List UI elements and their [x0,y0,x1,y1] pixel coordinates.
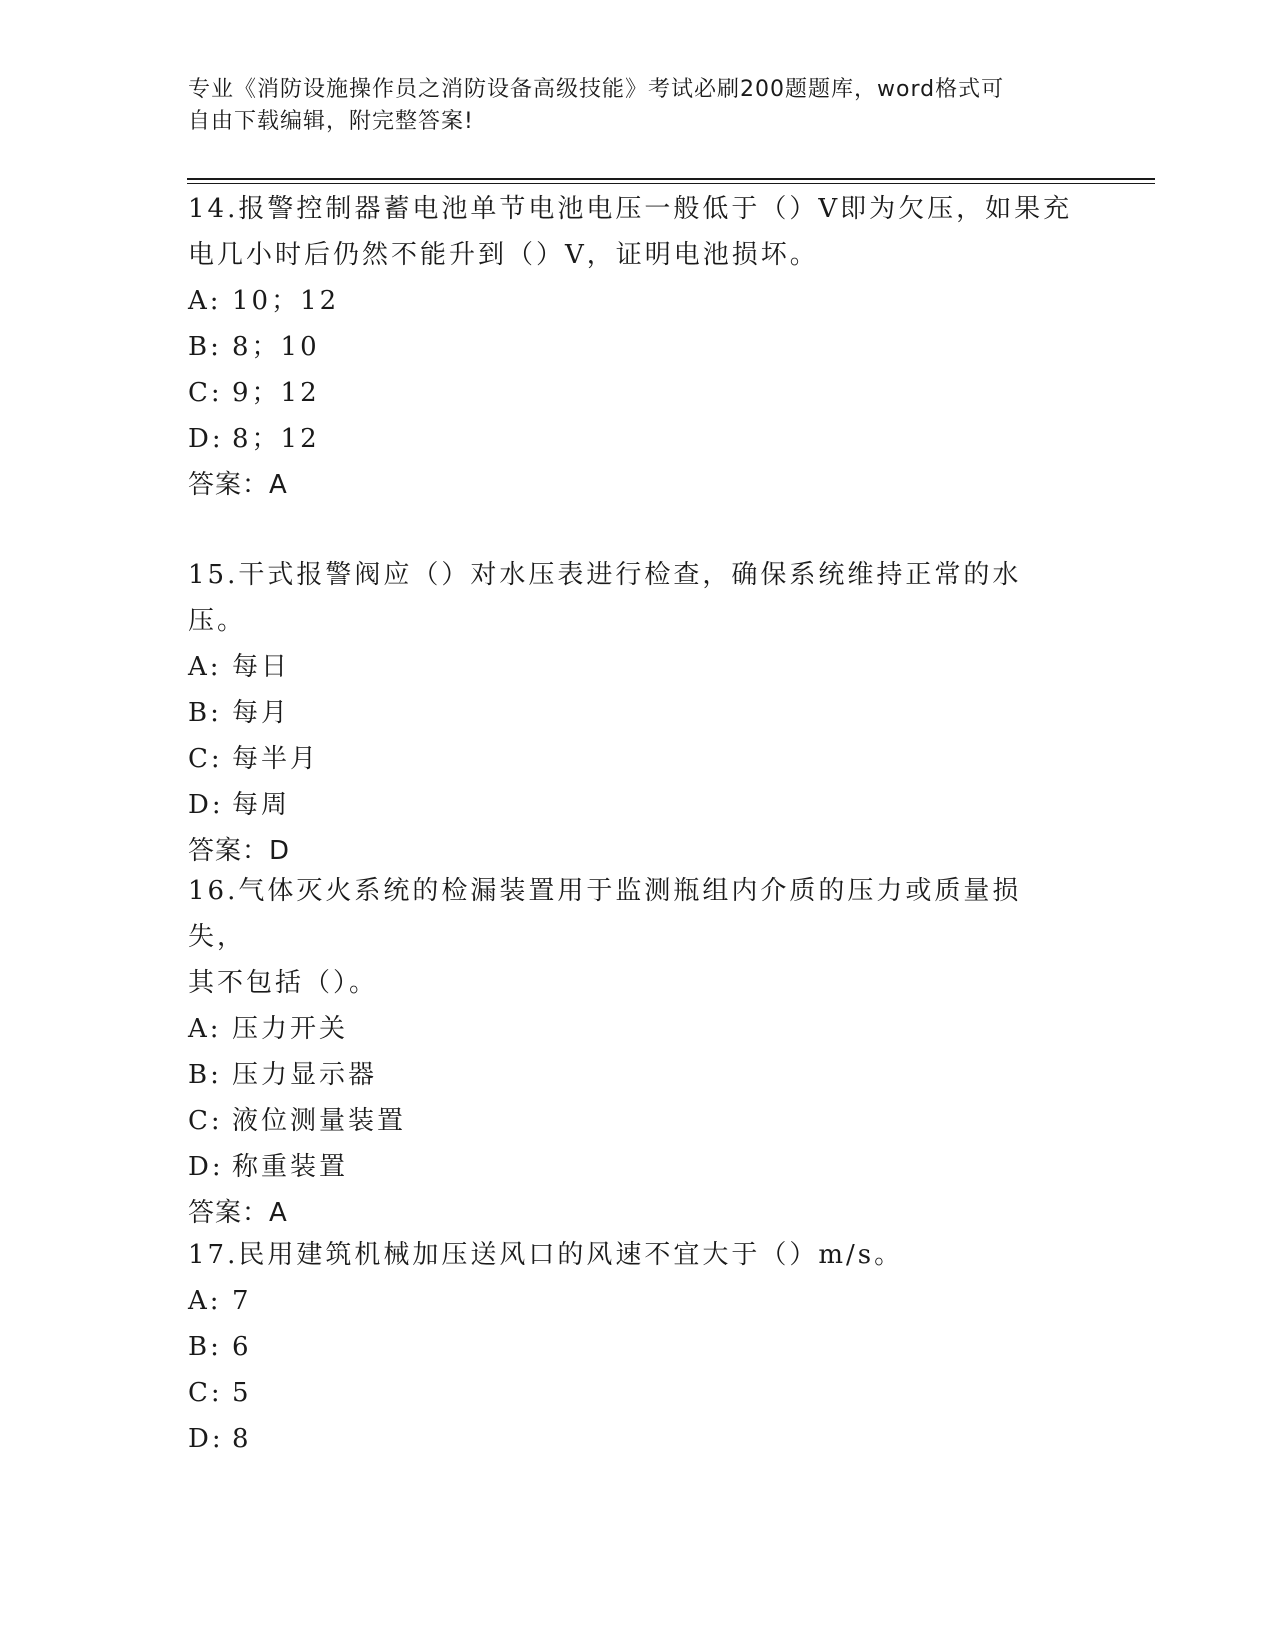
question-16 [188,868,1078,1236]
option-letter: C: [188,744,223,774]
question-14 [188,186,1078,508]
option-text: 压力显示器 [232,1060,378,1090]
option-letter: D: [188,1424,224,1454]
option-d [188,1144,1078,1190]
option-text: 每日 [232,652,291,682]
option-letter: D: [188,424,224,454]
option-b [188,1052,1078,1098]
question-stem-line2: 电几小时后仍然不能升到（）V，证明电池损坏。 [188,240,819,270]
option-letter: B: [188,1332,222,1362]
option-a [188,1006,1078,1052]
option-d [188,782,1078,828]
option-text: 称重装置 [232,1152,349,1182]
option-text: 9；12 [232,378,320,408]
option-text: 每半月 [232,744,320,774]
header-divider-thick [187,178,1155,180]
option-c [188,1370,1078,1416]
document-header [188,74,1068,138]
question-stem-line1: 16.气体灭火系统的检漏装置用于监测瓶组内介质的压力或质量损失， [188,876,1022,952]
option-d [188,1416,1078,1462]
option-d [188,416,1078,462]
option-text: 每周 [232,790,291,820]
header-divider-thin [187,183,1155,184]
option-a [188,644,1078,690]
option-letter: A: [188,652,222,682]
answer-line: 答案：A [188,1198,288,1228]
question-17 [188,1232,1078,1462]
option-letter: C: [188,378,223,408]
option-text: 8 [232,1424,252,1454]
answer-line: 答案：A [188,470,288,500]
option-c [188,1098,1078,1144]
option-letter: A: [188,1014,222,1044]
option-text: 6 [232,1332,252,1362]
option-letter: B: [188,1060,222,1090]
option-text: 8；10 [232,332,320,362]
header-title-line2: 自由下载编辑，附完整答案! [188,109,474,134]
option-letter: C: [188,1378,223,1408]
option-text: 10；12 [232,286,340,316]
option-letter: C: [188,1106,223,1136]
option-text: 7 [232,1286,252,1316]
question-stem-line1: 14.报警控制器蓄电池单节电池电压一般低于（）V即为欠压，如果充 [188,194,1073,224]
option-letter: D: [188,1152,224,1182]
option-c [188,736,1078,782]
option-text: 液位测量装置 [232,1106,407,1136]
option-c [188,370,1078,416]
question-stem-line1: 17.民用建筑机械加压送风口的风速不宜大于（）m/s。 [188,1240,904,1270]
option-text: 压力开关 [232,1014,349,1044]
option-b [188,324,1078,370]
header-title-line1: 专业《消防设施操作员之消防设备高级技能》考试必刷200题题库，word格式可 [188,77,1005,102]
option-b [188,1324,1078,1370]
answer-line: 答案：D [188,836,291,866]
question-15 [188,552,1078,874]
option-a [188,1278,1078,1324]
option-letter: A: [188,286,222,316]
option-letter: B: [188,332,222,362]
question-stem-line1: 15.干式报警阀应（）对水压表进行检查，确保系统维持正常的水压。 [188,560,1022,636]
option-a [188,278,1078,324]
option-b [188,690,1078,736]
option-text: 8；12 [232,424,320,454]
option-letter: A: [188,1286,222,1316]
option-text: 每月 [232,698,291,728]
option-text: 5 [232,1378,252,1408]
question-stem-line2: 其不包括（）。 [188,968,379,998]
option-letter: D: [188,790,224,820]
option-letter: B: [188,698,222,728]
